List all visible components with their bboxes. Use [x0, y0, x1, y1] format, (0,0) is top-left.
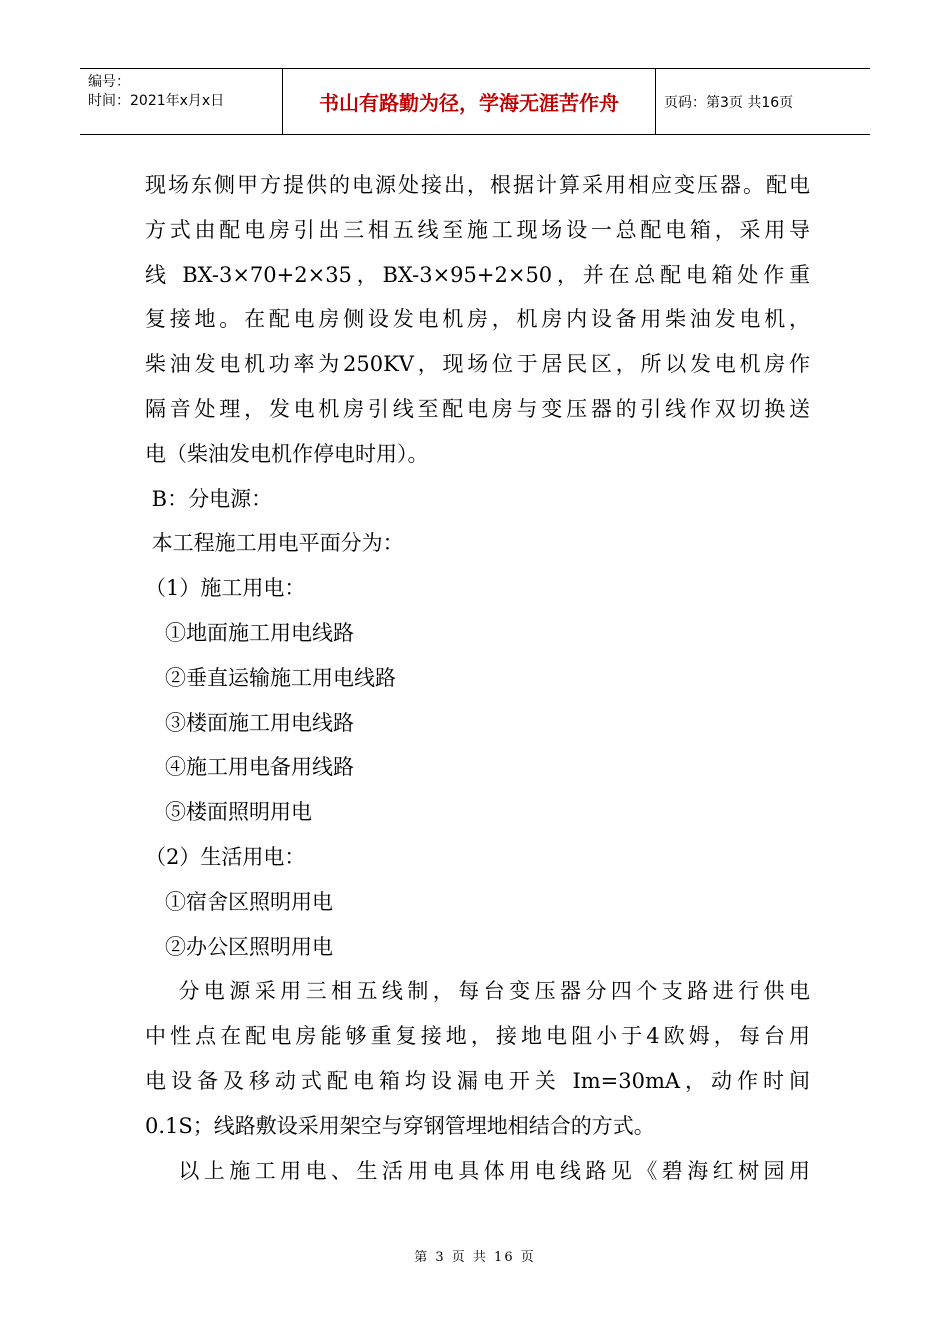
body-line: 柴油发电机功率为250KV，现场位于居民区，所以发电机房作 [145, 352, 810, 377]
list-heading: （1）施工用电： [145, 576, 306, 601]
body-line: 本工程施工用电平面分为： [145, 531, 404, 556]
list-item: ①地面施工用电线路 [145, 620, 355, 645]
body-line: 0.1S；线路敷设采用架空与穿钢管埋地相结合的方式。 [145, 1113, 655, 1138]
body-line: 分电源采用三相五线制，每台变压器分四个支路进行供电 [145, 979, 810, 1004]
list-item: ②办公区照明用电 [145, 934, 334, 959]
body-line: 线 BX-3×70+2×35，BX-3×95+2×50，并在总配电箱处作重 [145, 262, 810, 287]
list-item: ②垂直运输施工用电线路 [145, 665, 397, 690]
body-line: 以上施工用电、生活用电具体用电线路见《碧海红树园用 [145, 1158, 810, 1183]
list-item: ③楼面施工用电线路 [145, 710, 355, 735]
header-motto: 书山有路勤为径，学海无涯苦作舟 [283, 69, 656, 134]
body-line: 电（柴油发电机作停电时用）。 [145, 441, 429, 466]
page-footer: 第 3 页 共 16 页 [414, 1250, 536, 1265]
list-item: ④施工用电备用线路 [145, 755, 355, 780]
document-body [145, 163, 810, 1193]
body-line: 方式由配电房引出三相五线至施工现场设一总配电箱，采用导 [145, 217, 810, 242]
list-item: ⑤楼面照明用电 [145, 800, 313, 825]
header-page-info: 页码：第3页 共16页 [664, 94, 794, 111]
page-header [80, 68, 870, 135]
body-line: 电设备及移动式配电箱均设漏电开关 Im=30mA，动作时间 [145, 1068, 810, 1093]
body-line: 中性点在配电房能够重复接地，接地电阻小于4欧姆，每台用 [145, 1024, 810, 1049]
list-heading: （2）生活用电： [145, 844, 306, 869]
section-heading: B：分电源： [145, 486, 273, 511]
list-item: ①宿舍区照明用电 [145, 889, 334, 914]
body-line: 复接地。在配电房侧设发电机房，机房内设备用柴油发电机， [145, 307, 810, 332]
body-line: 现场东侧甲方提供的电源处接出，根据计算采用相应变压器。配电 [145, 173, 810, 197]
header-meta [80, 69, 283, 134]
body-line: 隔音处理，发电机房引线至配电房与变压器的引线作双切换送 [145, 396, 810, 421]
serial-label: 编号： [88, 74, 130, 90]
date-label: 时间：2021年x月x日 [88, 93, 225, 109]
